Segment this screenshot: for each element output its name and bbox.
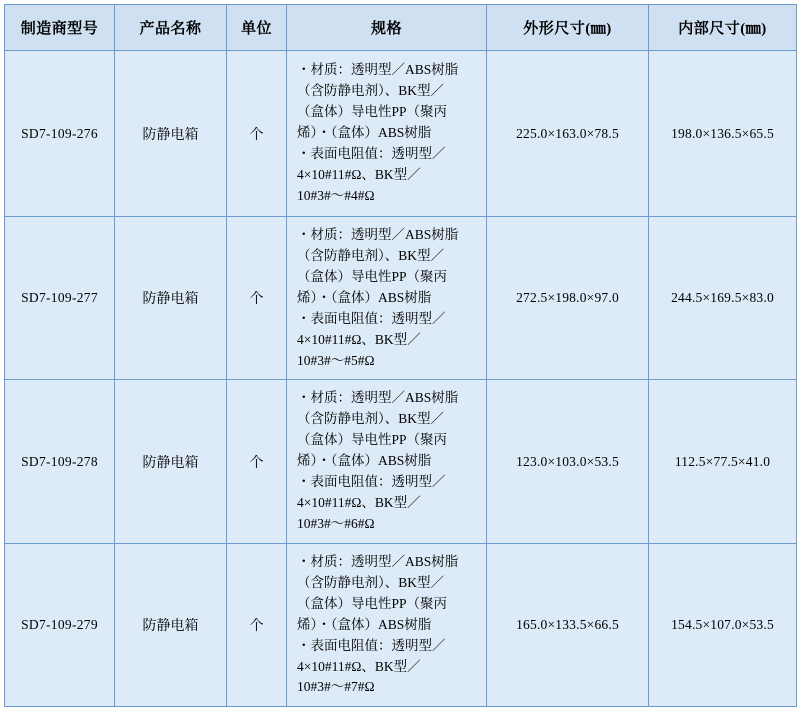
- cell-outer-dimensions: 123.0×103.0×53.5: [487, 380, 649, 543]
- spec-line: ・表面电阻值：透明型／: [297, 474, 446, 490]
- table-header-row: [5, 5, 797, 51]
- spec-line: （含防静电剂）、BK型／: [297, 83, 445, 99]
- column-header-unit: 单位: [227, 5, 287, 51]
- cell-inner-dimensions: 112.5×77.5×41.0: [649, 380, 797, 543]
- column-header-outer-dimensions: 外形尺寸(㎜): [487, 5, 649, 51]
- table-row: [5, 380, 797, 543]
- cell-outer-dimensions: 165.0×133.5×66.5: [487, 543, 649, 706]
- table-header: [5, 5, 797, 51]
- spec-line: 10#3#～#6#Ω: [297, 515, 375, 531]
- column-header-inner-dimensions: 内部尺寸(㎜): [649, 5, 797, 51]
- column-header-specification: 规格: [287, 5, 487, 51]
- column-header-product-name: 产品名称: [115, 5, 227, 51]
- cell-product-name: 防静电箱: [115, 51, 227, 217]
- spec-line: 4×10#11#Ω、BK型／: [297, 166, 421, 182]
- product-spec-table: [4, 4, 797, 707]
- spec-line: 烯）・（盒体）ABS树脂: [297, 453, 432, 469]
- cell-unit: 个: [227, 217, 287, 380]
- spec-line: ・材质：透明型／ABS树脂: [297, 553, 459, 569]
- cell-model: SD7-109-276: [5, 51, 115, 217]
- spec-line: 4×10#11#Ω、BK型／: [297, 331, 421, 347]
- cell-inner-dimensions: 244.5×169.5×83.0: [649, 217, 797, 380]
- cell-product-name: 防静电箱: [115, 543, 227, 706]
- spec-line: 10#3#～#4#Ω: [297, 187, 375, 203]
- cell-outer-dimensions: 272.5×198.0×97.0: [487, 217, 649, 380]
- cell-unit: 个: [227, 51, 287, 217]
- table-row: [5, 51, 797, 217]
- cell-specification: [287, 380, 487, 543]
- cell-specification: [287, 51, 487, 217]
- spec-line: ・表面电阻值：透明型／: [297, 310, 446, 326]
- spec-line: （含防静电剂）、BK型／: [297, 411, 445, 427]
- cell-outer-dimensions: 225.0×163.0×78.5: [487, 51, 649, 217]
- cell-model: SD7-109-277: [5, 217, 115, 380]
- table-row: [5, 217, 797, 380]
- spec-line: ・材质：透明型／ABS树脂: [297, 390, 459, 406]
- cell-unit: 个: [227, 380, 287, 543]
- table-row: [5, 543, 797, 706]
- spec-line: ・表面电阻值：透明型／: [297, 145, 446, 161]
- spec-line: ・材质：透明型／ABS树脂: [297, 62, 459, 78]
- cell-model: SD7-109-278: [5, 380, 115, 543]
- spec-line: （含防静电剂）、BK型／: [297, 247, 445, 263]
- spec-line: 烯）・（盒体）ABS树脂: [297, 289, 432, 305]
- spec-line: （盒体）导电性PP（聚丙: [297, 268, 448, 284]
- spec-line: 烯）・（盒体）ABS树脂: [297, 125, 432, 141]
- cell-specification: [287, 543, 487, 706]
- spec-line: （盒体）导电性PP（聚丙: [297, 104, 448, 120]
- spec-line: ・材质：透明型／ABS树脂: [297, 227, 459, 242]
- spec-line: 烯）・（盒体）ABS树脂: [297, 616, 432, 632]
- spec-line: 4×10#11#Ω、BK型／: [297, 495, 421, 511]
- cell-product-name: 防静电箱: [115, 217, 227, 380]
- table-body: [5, 51, 797, 707]
- spec-line: （盒体）导电性PP（聚丙: [297, 432, 448, 448]
- cell-unit: 个: [227, 543, 287, 706]
- cell-product-name: 防静电箱: [115, 380, 227, 543]
- column-header-model: 制造商型号: [5, 5, 115, 51]
- spec-line: 4×10#11#Ω、BK型／: [297, 658, 421, 674]
- spec-line: 10#3#～#5#Ω: [297, 352, 375, 368]
- cell-inner-dimensions: 154.5×107.0×53.5: [649, 543, 797, 706]
- spec-line: ・表面电阻值：透明型／: [297, 637, 446, 653]
- spec-line: （含防静电剂）、BK型／: [297, 574, 445, 590]
- cell-model: SD7-109-279: [5, 543, 115, 706]
- cell-inner-dimensions: 198.0×136.5×65.5: [649, 51, 797, 217]
- spec-line: 10#3#～#7#Ω: [297, 679, 375, 695]
- spec-line: （盒体）导电性PP（聚丙: [297, 595, 448, 611]
- cell-specification: [287, 217, 487, 380]
